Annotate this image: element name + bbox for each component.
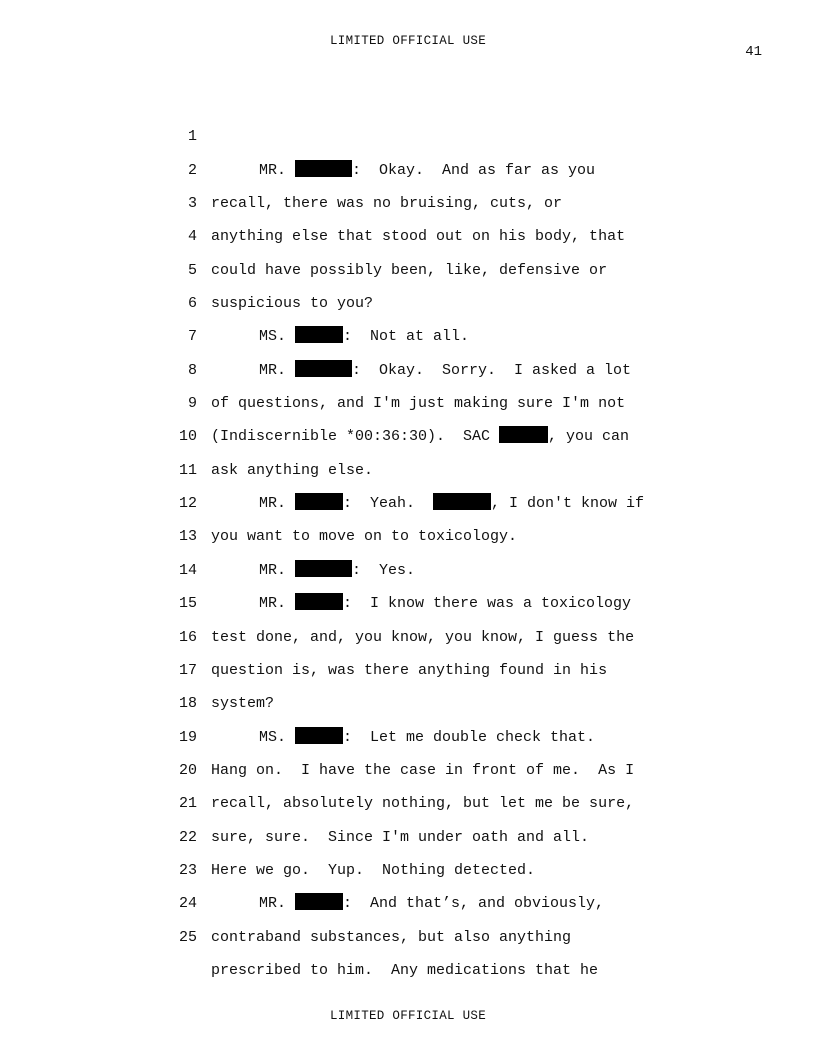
- line-text-after: , you can: [548, 428, 630, 446]
- line-text: could have possibly been, like, defensive or: [211, 261, 608, 279]
- line-text-middle: : Yeah.: [343, 495, 434, 513]
- line-text-after: : And that’s, and obviously,: [343, 895, 605, 913]
- line-text-after: : Yes.: [352, 561, 416, 579]
- line-text: sure, sure. Since I'm under oath and all.: [211, 828, 590, 846]
- line-number: 21: [178, 795, 197, 813]
- line-number: 20: [178, 761, 197, 779]
- line-text-after: : Okay. Sorry. I asked a lot: [352, 361, 632, 379]
- speaker-title: MR.: [259, 361, 296, 379]
- line-number: 25: [178, 928, 197, 946]
- line-text: prescribed to him. Any medications that he: [211, 961, 599, 979]
- line-number: 24: [178, 895, 197, 913]
- line-number: 7: [187, 328, 197, 346]
- speaker-title: MR.: [259, 895, 296, 913]
- line-number: 12: [178, 495, 197, 513]
- line-number: 19: [178, 728, 197, 746]
- line-text-after: , I don't know if: [491, 495, 645, 513]
- line-text: recall, absolutely nothing, but let me be sure,: [211, 795, 635, 813]
- line-number: 18: [178, 695, 197, 713]
- speaker-title: MS.: [259, 328, 296, 346]
- line-text: of questions, and I'm just making sure I'm not: [211, 395, 626, 413]
- line-number: 10: [178, 428, 197, 446]
- line-text-after: : I know there was a toxicology: [343, 595, 632, 613]
- speaker-title: MR.: [259, 161, 296, 179]
- transcript-line: [0, 87, 816, 179]
- line-number: 2: [187, 161, 197, 179]
- line-number: 22: [178, 828, 197, 846]
- line-text: anything else that stood out on his body, that: [211, 228, 626, 246]
- line-text-before: (Indiscernible *00:36:30). SAC: [211, 428, 500, 446]
- line-number: 14: [178, 561, 197, 579]
- line-number: 1: [187, 128, 197, 146]
- line-number: 17: [178, 661, 197, 679]
- line-text: suspicious to you?: [211, 295, 374, 313]
- footer-classification: LIMITED OFFICIAL USE: [329, 1009, 487, 1023]
- line-number: 9: [187, 395, 197, 413]
- speaker-title: MS.: [259, 728, 296, 746]
- line-number: 23: [178, 861, 197, 879]
- page-number: 41: [745, 44, 762, 60]
- speaker-title: MR.: [259, 495, 296, 513]
- line-number: 15: [178, 595, 197, 613]
- line-text-after: : Okay. And as far as you: [352, 161, 596, 179]
- line-text: you want to move on to toxicology.: [211, 528, 518, 546]
- line-text: Hang on. I have the case in front of me. As I: [211, 761, 635, 779]
- line-text-after: : Not at all.: [343, 328, 470, 346]
- line-number: 8: [187, 361, 197, 379]
- line-text: recall, there was no bruising, cuts, or: [211, 195, 563, 213]
- line-text: system?: [211, 695, 275, 713]
- line-number: 3: [187, 195, 197, 213]
- line-number: 13: [178, 528, 197, 546]
- line-text: test done, and, you know, you know, I guess the: [211, 628, 635, 646]
- line-text: ask anything else.: [211, 461, 374, 479]
- line-text: contraband substances, but also anything: [211, 928, 572, 946]
- line-text: question is, was there anything found in his: [211, 661, 608, 679]
- speaker-title: MR.: [259, 561, 296, 579]
- line-number: 11: [178, 461, 197, 479]
- line-text: Here we go. Yup. Nothing detected.: [211, 861, 536, 879]
- line-number: 5: [187, 261, 197, 279]
- header-classification: LIMITED OFFICIAL USE: [329, 34, 487, 48]
- line-number: 6: [187, 295, 197, 313]
- line-number: 16: [178, 628, 197, 646]
- speaker-title: MR.: [259, 595, 296, 613]
- line-number: 4: [187, 228, 197, 246]
- transcript-body: [0, 87, 816, 979]
- line-text-after: : Let me double check that.: [343, 728, 596, 746]
